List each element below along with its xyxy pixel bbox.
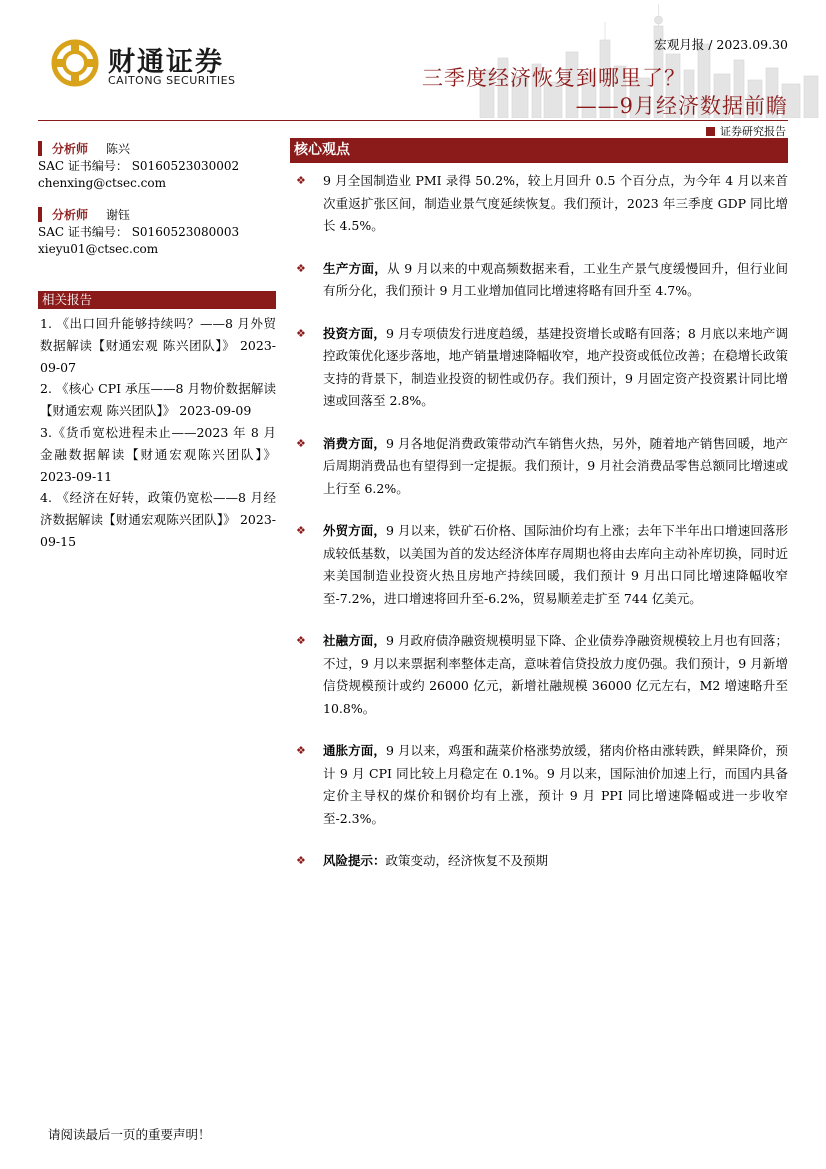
point-text: 政策变动，经济恢复不及预期 xyxy=(385,853,549,868)
core-point xyxy=(296,520,788,610)
logo-mark-icon xyxy=(50,38,100,88)
core-point xyxy=(296,323,788,413)
point-lead: 社融方面， xyxy=(323,633,386,648)
analyst-name: 陈兴 xyxy=(106,142,131,156)
logo-chinese-name: 财通证券 xyxy=(108,47,224,78)
analyst-name: 谢钰 xyxy=(106,208,131,222)
point-text: 从 9 月以来的中观高频数据来看，工业生产景气度缓慢回升，但行业间有所分化，我们预计 9 月工业增加值同比增速将略有回升至 4.7%。 xyxy=(323,260,788,298)
core-point xyxy=(296,258,788,303)
diamond-bullet-icon: ❖ xyxy=(296,744,306,757)
analyst-email[interactable]: chenxing@ctsec.com xyxy=(38,176,166,190)
analyst-email[interactable]: xieyu01@ctsec.com xyxy=(38,242,159,256)
report-tag-label: 证券研究报告 xyxy=(720,125,786,138)
analyst-marker xyxy=(38,141,42,156)
report-tag-icon xyxy=(706,127,715,136)
point-lead: 消费方面， xyxy=(323,435,386,451)
core-views-list xyxy=(296,170,788,893)
related-report-item[interactable]: 3.《货币宽松进程未止——2023 年 8 月金融数据解读【财通宏观陈兴团队】》 2023-09-11 xyxy=(40,424,276,484)
related-report-item[interactable]: 1. 《出口回升能够持续吗？——8 月外贸数据解读【财通宏观 陈兴团队】》 2023-09-07 xyxy=(40,316,276,375)
core-point xyxy=(296,170,788,238)
report-subtitle: ——9月经济数据前瞻 xyxy=(575,94,788,118)
core-point xyxy=(296,630,788,720)
point-text: 9 月以来，鸡蛋和蔬菜价格涨势放缓，猪肉价格由涨转跌，鲜果降价，预计 9 月 CPI 同比较上月稳定在 0.1%。9 月以来，国际油价加速上行，而国内具备定价主导权的煤价和钢价均有上涨，预计 9 月 PPI 同比增速降幅或进一步收窄至-2.3%。 xyxy=(323,743,788,826)
report-title: 三季度经济恢复到哪里了？ xyxy=(422,66,686,90)
header-divider xyxy=(38,120,788,121)
analyst-sac: SAC 证书编号： S0160523030002 xyxy=(38,159,240,173)
related-reports-heading: 相关报告 xyxy=(38,291,276,309)
core-point xyxy=(296,433,788,501)
analyst-sac: SAC 证书编号： S0160523080003 xyxy=(38,225,240,239)
analyst-card xyxy=(38,141,278,192)
point-text: 9 月全国制造业 PMI 录得 50.2%，较上月回升 0.5 个百分点，为今年 4 月以来首次重返扩张区间，制造业景气度延续恢复。我们预计，2023 年三季度 GDP 同比增长 4.5%。 xyxy=(323,173,788,233)
related-report-item[interactable]: 4. 《经济在好转，政策仍宽松——8 月经济数据解读【财通宏观陈兴团队】》 2023-09-15 xyxy=(40,490,276,549)
point-text: 9 月政府债净融资规模明显下降、企业债券净融资规模较上月也有回落；不过，9 月以来票据利率整体走高，意味着信贷投放力度仍强。我们预计，9 月新增信贷规模预计或约 26000 亿元，新增社融规模 36000 亿元左右，M2 增速略升至 10.8%。 xyxy=(323,633,788,716)
related-reports-list xyxy=(40,313,276,553)
company-logo xyxy=(50,38,250,94)
point-lead: 生产方面， xyxy=(323,260,388,276)
diamond-bullet-icon: ❖ xyxy=(296,174,306,187)
related-report-item[interactable]: 2. 《核心 CPI 承压——8 月物价数据解读【财通宏观 陈兴团队】》 2023-09-09 xyxy=(40,381,276,419)
disclaimer-note: 请阅读最后一页的重要声明！ xyxy=(48,1127,211,1142)
analyst-role: 分析师 xyxy=(52,208,89,222)
point-text: 9 月专项债发行进度趋缓，基建投资增长或略有回落；8 月底以来地产调控政策优化逐步落地，地产销量增速降幅收窄，地产投资或低位改善；在稳增长政策支持的背景下，制造业投资的韧性或仍存。我们预计，9 月固定资产投资累计同比增速或回落至 2.8%。 xyxy=(323,325,788,408)
logo-english-name: CAITONG SECURITIES xyxy=(108,74,236,87)
report-tag xyxy=(706,123,786,139)
diamond-bullet-icon: ❖ xyxy=(296,326,306,340)
analyst-card xyxy=(38,207,278,258)
point-lead: 通胀方面， xyxy=(323,743,386,758)
core-views-heading: 核心观点 xyxy=(290,138,788,163)
point-text: 9 月以来，铁矿石价格、国际油价均有上涨；去年下半年出口增速回落形成较低基数，以美国为首的发达经济体库存周期也将由去库向主动补库切换，同时近来美国制造业投资火热且房地产持续回暖，我们预计 9 月出口同比增速降幅收窄至-7.2%，进口增速将回升至-6.2%，贸易顺差走扩至 744 亿美元。 xyxy=(323,523,788,606)
diamond-bullet-icon: ❖ xyxy=(296,436,306,450)
diamond-bullet-icon: ❖ xyxy=(296,524,306,537)
point-text: 9 月各地促消费政策带动汽车销售火热，另外，随着地产销售回暖，地产后周期消费品也有望得到一定提振。我们预计，9 月社会消费品零售总额同比增速或上行至 6.2%。 xyxy=(323,435,788,496)
core-point xyxy=(296,740,788,830)
point-lead: 外贸方面， xyxy=(323,523,386,538)
doc-type-date: 宏观月报 / 2023.09.30 xyxy=(654,37,788,52)
diamond-bullet-icon: ❖ xyxy=(296,261,306,275)
core-point xyxy=(296,850,788,873)
point-lead: 风险提示： xyxy=(323,853,386,868)
analyst-marker xyxy=(38,207,42,222)
analyst-role: 分析师 xyxy=(52,142,89,156)
diamond-bullet-icon: ❖ xyxy=(296,854,306,867)
point-lead: 投资方面， xyxy=(323,325,387,341)
diamond-bullet-icon: ❖ xyxy=(296,634,306,647)
